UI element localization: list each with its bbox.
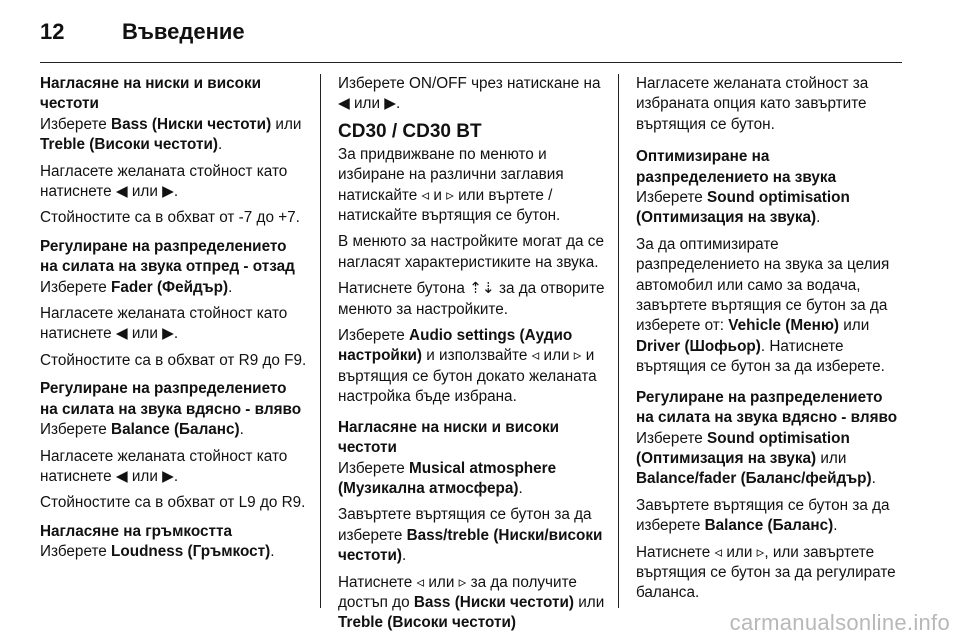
paragraph: Стойностите са в обхват от R9 до F9.	[40, 351, 307, 369]
section-heading: Нагласяне на гръмкостта	[40, 522, 232, 540]
text: Изберете	[636, 189, 708, 207]
optimisation-section	[636, 147, 904, 377]
menu-term: Audio settings (Аудио настройки)	[338, 327, 573, 365]
text: Изберете	[636, 429, 708, 447]
menu-term: Balance (Баланс)	[111, 421, 240, 439]
menu-term: Bass (Ниски честоти)	[413, 593, 574, 611]
text: .	[228, 278, 233, 296]
text: . Натиснете въртящия се бутон за да изберете.	[636, 337, 885, 376]
menu-term: Sound optimisation (Оптимизация на звука)	[636, 429, 850, 467]
balance-section	[40, 379, 308, 513]
text: .	[833, 517, 838, 535]
menu-term: Musical atmosphere (Музикална атмосфера)	[338, 459, 557, 497]
menu-term: Bass (Ниски честоти)	[111, 115, 272, 133]
balance-section	[636, 388, 904, 604]
paragraph: Нагласете желаната стойност като натиснете ◀ или ▶.	[40, 162, 288, 201]
section-title: CD30 / CD30 BT	[338, 120, 482, 142]
bass-treble-section	[338, 418, 606, 634]
paragraph	[338, 459, 606, 500]
text: .	[518, 479, 523, 497]
paragraph: За придвижване по менюто и избиране на различни заглавия натискайте ◃ и ▹ или въртете / натискайте въртящия се бутон.	[338, 145, 564, 225]
menu-term: Sound optimisation (Оптимизация на звука)	[636, 189, 850, 227]
paragraph	[40, 420, 308, 440]
text: .	[239, 421, 244, 439]
section-heading: Нагласяне на ниски и високи честоти	[338, 418, 560, 457]
fader-section	[40, 237, 308, 371]
menu-term: Balance (Баланс)	[704, 517, 834, 535]
paragraph: Нагласете желаната стойност за избраната опция като завъртите въртящия се бутон.	[636, 75, 869, 133]
paragraph	[338, 505, 606, 566]
column-3	[636, 74, 904, 612]
paragraph: Стойностите са в обхват от -7 до +7.	[40, 209, 300, 227]
section-heading: Регулиране на разпределението на силата на звука вдясно - вляво	[40, 380, 302, 418]
menu-term: Vehicle (Меню)	[728, 317, 839, 335]
paragraph: Изберете ON/OFF чрез натискане на ◀ или ▶.	[338, 75, 601, 113]
column-1	[40, 74, 308, 571]
paragraph: Нагласете желаната стойност като натиснете ◀ или ▶.	[40, 305, 288, 343]
menu-term: Driver (Шофьор)	[636, 337, 761, 355]
text: Изберете	[338, 327, 410, 345]
column-divider-2	[618, 74, 619, 608]
text: Изберете	[338, 459, 410, 477]
text: или	[838, 317, 870, 335]
text: .	[816, 209, 821, 227]
section-heading: Регулиране на разпределението на силата на звука отпред - отзад	[40, 237, 295, 276]
paragraph	[40, 278, 308, 298]
text: .	[217, 136, 223, 154]
paragraph	[338, 326, 606, 408]
section-heading: Оптимизиране на разпределението на звука	[636, 148, 837, 186]
text: и използвайте ◃ или ▹ и въртящия се бутон докато желаната настройка бъде избрана.	[338, 347, 597, 406]
section-heading: Нагласяне на ниски и високи честоти	[40, 75, 262, 113]
text: За да оптимизирате разпределението на звука за целия автомобил или само за водача, завъртете въртящия се бутон за да изберете от:	[636, 235, 890, 335]
paragraph	[636, 429, 904, 490]
paragraph: В менюто за настройките могат да се нагласят характеристиките на звука.	[338, 233, 604, 271]
bass-treble-section	[40, 74, 308, 229]
column-2	[338, 74, 606, 642]
text: или	[271, 115, 302, 133]
text: Натиснете ◃ или ▹ за да получите достъп до	[338, 573, 577, 611]
page-number: 12	[40, 19, 65, 44]
paragraph	[636, 496, 904, 537]
paragraph	[636, 188, 904, 229]
paragraph: Нагласете желаната стойност като натиснете ◀ или ▶.	[40, 447, 288, 485]
text: Изберете	[40, 278, 112, 296]
paragraph	[636, 235, 904, 378]
menu-term: Fader (Фейдър)	[111, 278, 229, 296]
paragraph	[40, 542, 308, 562]
paragraph: Стойностите са в обхват от L9 до R9.	[40, 494, 306, 512]
text: Завъртете въртящия се бутон за да изберете	[636, 496, 890, 535]
text: .	[401, 547, 407, 565]
watermark: carmanualsonline.info	[729, 610, 950, 635]
text: или	[816, 449, 847, 467]
menu-term: Treble (Високи честоти)	[40, 136, 218, 154]
loudness-section	[40, 522, 308, 563]
paragraph	[40, 115, 308, 156]
menu-term: Bass/treble (Ниски/високи честоти)	[338, 526, 603, 565]
paragraph: Натиснете бутона ⇡⇣ за да отворите менюто за настройките.	[338, 280, 605, 318]
text: Завъртете въртящия се бутон за да изберете	[338, 506, 592, 544]
page-title: Въведение	[122, 19, 245, 44]
paragraph: Натиснете ◃ или ▹, или завъртете въртящия се бутон за да регулирате баланса.	[636, 543, 896, 602]
text: или	[574, 593, 605, 611]
text: .	[871, 470, 876, 488]
text: Изберете	[40, 421, 112, 439]
header-rule	[40, 62, 902, 63]
paragraph	[338, 573, 606, 634]
menu-term: Balance/fader (Баланс/фейдър)	[636, 470, 872, 488]
column-divider-1	[320, 74, 321, 608]
menu-term: Treble (Високи честоти)	[338, 614, 516, 632]
section-heading: Регулиране на разпределението на силата на звука вдясно - вляво	[636, 388, 898, 427]
text: .	[270, 543, 275, 561]
text: Изберете	[40, 543, 112, 561]
text: Изберете	[40, 115, 112, 133]
menu-term: Loudness (Гръмкост)	[111, 543, 271, 561]
